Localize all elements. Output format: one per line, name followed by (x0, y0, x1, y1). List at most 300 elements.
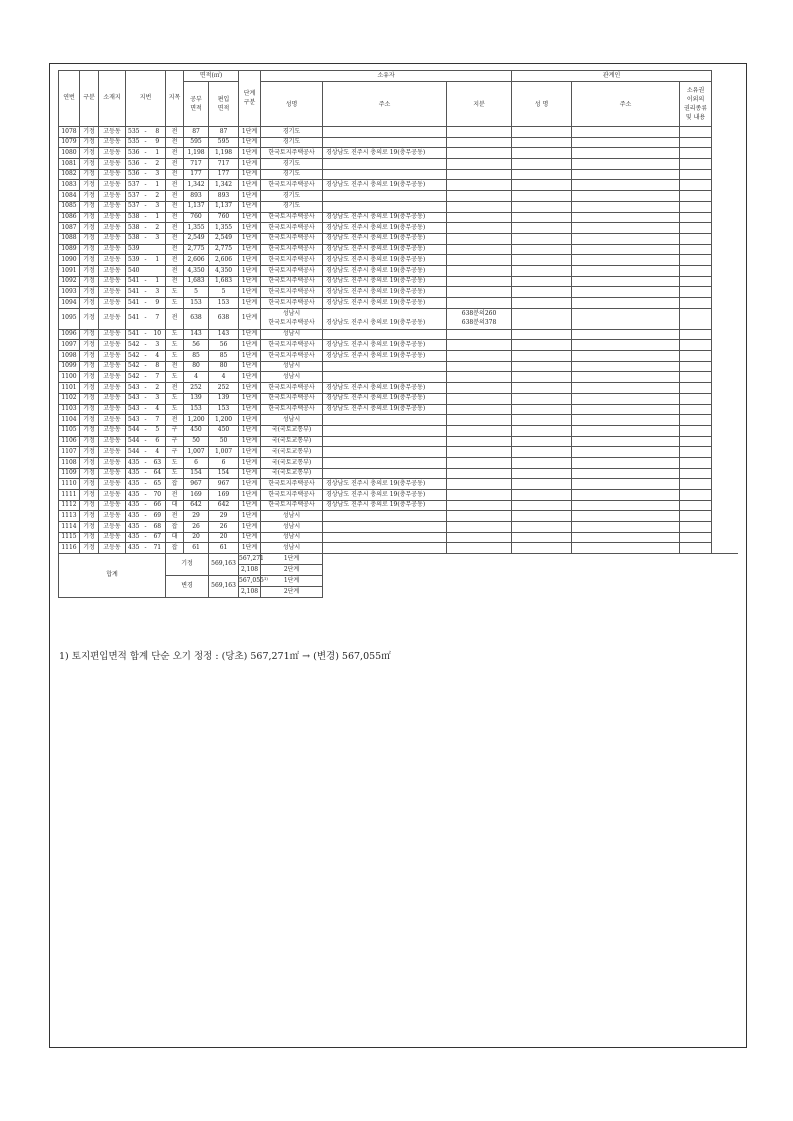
row-gubun: 기정 (80, 191, 99, 202)
row-jibeon-main: 543 (126, 415, 142, 426)
row-area-public: 4 (184, 372, 209, 383)
row-rel-rights (680, 500, 712, 511)
row-rel-rights (680, 244, 712, 255)
row-area-incl: 5 (209, 287, 239, 298)
row-jimok: 전 (166, 265, 184, 276)
table-row (59, 457, 739, 468)
row-area-incl: 1,683 (209, 276, 239, 287)
table-row (59, 479, 739, 490)
row-yeonbeon: 1084 (59, 191, 80, 202)
row-area-incl: 85 (209, 351, 239, 362)
row-rel-addr (572, 233, 680, 244)
table-row (59, 308, 739, 329)
row-owner-name: 경기도 (261, 169, 323, 180)
row-jimok: 전 (166, 244, 184, 255)
row-rel-name (512, 265, 572, 276)
row-jibeon-main: 435 (126, 490, 142, 501)
row-owner-share (447, 180, 512, 191)
row-rel-name (512, 223, 572, 234)
row-jibeon-sub: 7 (150, 308, 166, 329)
totals-after-public: 569,163 (209, 576, 239, 598)
row-stage: 1단계 (239, 532, 261, 543)
row-jibeon-dash: - (142, 308, 150, 329)
row-yeonbeon: 1092 (59, 276, 80, 287)
row-owner-share (447, 287, 512, 298)
row-jibeon-dash: - (142, 340, 150, 351)
row-sojaeji: 고등동 (99, 276, 126, 287)
row-gubun: 기정 (80, 298, 99, 309)
row-yeonbeon: 1111 (59, 490, 80, 501)
row-gubun: 기정 (80, 425, 99, 436)
row-rel-rights (680, 532, 712, 543)
row-area-incl: 1,137 (209, 201, 239, 212)
row-gubun: 기정 (80, 468, 99, 479)
totals-after-incl-1: 567,055$^{1)}$ (239, 576, 261, 587)
row-sojaeji: 고등동 (99, 490, 126, 501)
row-owner-addr (323, 159, 447, 170)
row-yeonbeon: 1097 (59, 340, 80, 351)
row-sojaeji: 고등동 (99, 425, 126, 436)
row-owner-name: 한국토지주택공사 (261, 265, 323, 276)
row-jibeon-sub: 69 (150, 511, 166, 522)
row-owner-addr: 경상남도 진주시 충의로 19(충무공동) (323, 148, 447, 159)
row-area-public: 139 (184, 393, 209, 404)
row-sojaeji: 고등동 (99, 404, 126, 415)
row-rel-rights (680, 180, 712, 191)
row-gubun: 기정 (80, 404, 99, 415)
totals-before-incl-1: 567,271 (239, 554, 261, 565)
row-stage: 1단계 (239, 436, 261, 447)
row-jibeon-dash: - (142, 425, 150, 436)
row-stage: 1단계 (239, 522, 261, 533)
row-gubun: 기정 (80, 308, 99, 329)
row-yeonbeon: 1081 (59, 159, 80, 170)
row-jimok: 도 (166, 329, 184, 340)
row-jibeon-main: 541 (126, 287, 142, 298)
row-yeonbeon: 1107 (59, 447, 80, 458)
row-gubun: 기정 (80, 137, 99, 148)
table-row (59, 137, 739, 148)
row-rel-addr (572, 404, 680, 415)
row-gubun: 기정 (80, 393, 99, 404)
row-yeonbeon: 1085 (59, 201, 80, 212)
row-area-public: 638 (184, 308, 209, 329)
row-rel-name (512, 298, 572, 309)
row-area-incl: 26 (209, 522, 239, 533)
row-rel-rights (680, 212, 712, 223)
row-jibeon-sub: 5 (150, 425, 166, 436)
table-row (59, 500, 739, 511)
row-owner-addr (323, 532, 447, 543)
table-row (59, 159, 739, 170)
table-row (59, 532, 739, 543)
row-rel-rights (680, 329, 712, 340)
row-jibeon-main: 544 (126, 425, 142, 436)
row-yeonbeon: 1113 (59, 511, 80, 522)
row-owner-addr: 경상남도 진주시 충의로 19(충무공동) (323, 479, 447, 490)
row-gubun: 기정 (80, 169, 99, 180)
table-row (59, 543, 739, 554)
row-jibeon-main: 537 (126, 191, 142, 202)
row-owner-name: 한국토지주택공사 (261, 287, 323, 298)
row-sojaeji: 고등동 (99, 372, 126, 383)
row-jibeon-sub: 64 (150, 468, 166, 479)
row-jibeon-main: 535 (126, 137, 142, 148)
row-jibeon-sub: 7 (150, 415, 166, 426)
row-owner-name: 성남시 (261, 415, 323, 426)
row-owner-share (447, 169, 512, 180)
row-jibeon-sub: 63 (150, 457, 166, 468)
row-jimok: 전 (166, 191, 184, 202)
row-rel-rights (680, 276, 712, 287)
row-area-incl: 56 (209, 340, 239, 351)
row-owner-name: 한국토지주택공사 (261, 255, 323, 266)
row-owner-addr (323, 457, 447, 468)
row-stage: 1단계 (239, 212, 261, 223)
row-owner-addr: 경상남도 진주시 충의로 19(충무공동) (323, 393, 447, 404)
row-sojaeji: 고등동 (99, 500, 126, 511)
row-sojaeji: 고등동 (99, 457, 126, 468)
row-sojaeji: 고등동 (99, 543, 126, 554)
row-jibeon-main: 541 (126, 298, 142, 309)
row-area-public: 6 (184, 457, 209, 468)
row-area-incl: 967 (209, 479, 239, 490)
row-jibeon-dash: - (142, 447, 150, 458)
row-area-incl: 717 (209, 159, 239, 170)
row-owner-share (447, 447, 512, 458)
row-stage: 1단계 (239, 383, 261, 394)
row-rel-name (512, 287, 572, 298)
row-owner-name: 한국토지주택공사 (261, 298, 323, 309)
row-jimok: 대 (166, 532, 184, 543)
header-owner-name: 성명 (261, 82, 323, 127)
row-rel-name (512, 447, 572, 458)
row-owner-share (447, 500, 512, 511)
row-area-public: 5 (184, 287, 209, 298)
row-jimok: 전 (166, 180, 184, 191)
row-area-public: 87 (184, 127, 209, 138)
row-jibeon-main: 535 (126, 127, 142, 138)
row-sojaeji: 고등동 (99, 212, 126, 223)
row-yeonbeon: 1090 (59, 255, 80, 266)
row-stage: 1단계 (239, 298, 261, 309)
row-jibeon-sub: 7 (150, 372, 166, 383)
row-rel-name (512, 532, 572, 543)
row-rel-rights (680, 137, 712, 148)
row-stage: 1단계 (239, 490, 261, 501)
row-sojaeji: 고등동 (99, 180, 126, 191)
row-area-public: 760 (184, 212, 209, 223)
row-yeonbeon: 1082 (59, 169, 80, 180)
row-gubun: 기정 (80, 212, 99, 223)
row-jimok: 잡 (166, 522, 184, 533)
row-jibeon-main: 536 (126, 169, 142, 180)
row-rel-rights (680, 404, 712, 415)
row-rel-name (512, 543, 572, 554)
row-rel-addr (572, 532, 680, 543)
row-owner-name: 성남시 (261, 543, 323, 554)
row-jibeon-dash: - (142, 329, 150, 340)
row-sojaeji: 고등동 (99, 436, 126, 447)
row-yeonbeon: 1088 (59, 233, 80, 244)
row-sojaeji: 고등동 (99, 201, 126, 212)
row-rel-name (512, 500, 572, 511)
row-rel-addr (572, 361, 680, 372)
row-stage: 1단계 (239, 159, 261, 170)
row-gubun: 기정 (80, 500, 99, 511)
row-jibeon-sub: 70 (150, 490, 166, 501)
row-yeonbeon: 1099 (59, 361, 80, 372)
row-rel-rights (680, 425, 712, 436)
row-area-public: 50 (184, 436, 209, 447)
table-row (59, 148, 739, 159)
row-owner-addr: 경상남도 진주시 충의로 19(충무공동) (323, 383, 447, 394)
row-sojaeji: 고등동 (99, 532, 126, 543)
row-jibeon-sub: 3 (150, 287, 166, 298)
row-yeonbeon: 1114 (59, 522, 80, 533)
totals-before-incl-2: 2,108 (239, 565, 261, 576)
row-rel-addr (572, 511, 680, 522)
row-jibeon-main: 435 (126, 500, 142, 511)
row-jibeon-main: 435 (126, 457, 142, 468)
row-gubun: 기정 (80, 223, 99, 234)
row-stage: 1단계 (239, 329, 261, 340)
row-rel-addr (572, 415, 680, 426)
row-rel-name (512, 137, 572, 148)
row-rel-name (512, 393, 572, 404)
row-area-incl: 61 (209, 543, 239, 554)
row-area-incl: 1,007 (209, 447, 239, 458)
row-rel-name (512, 372, 572, 383)
row-yeonbeon: 1104 (59, 415, 80, 426)
row-stage: 1단계 (239, 287, 261, 298)
row-rel-addr (572, 276, 680, 287)
row-jimok: 도 (166, 372, 184, 383)
row-area-public: 1,342 (184, 180, 209, 191)
row-sojaeji: 고등동 (99, 393, 126, 404)
row-area-public: 4,350 (184, 265, 209, 276)
row-area-public: 20 (184, 532, 209, 543)
row-sojaeji: 고등동 (99, 447, 126, 458)
row-sojaeji: 고등동 (99, 223, 126, 234)
row-jibeon-sub: 2 (150, 191, 166, 202)
row-jimok: 구 (166, 447, 184, 458)
row-rel-rights (680, 361, 712, 372)
table-row (59, 212, 739, 223)
row-rel-addr (572, 255, 680, 266)
table-row (59, 447, 739, 458)
row-rel-rights (680, 447, 712, 458)
row-owner-share (447, 137, 512, 148)
row-rel-rights (680, 127, 712, 138)
row-owner-share (447, 457, 512, 468)
row-rel-addr (572, 169, 680, 180)
row-owner-share (447, 383, 512, 394)
row-rel-addr (572, 436, 680, 447)
row-jibeon-main: 536 (126, 148, 142, 159)
row-stage: 1단계 (239, 372, 261, 383)
row-owner-name: 한국토지주택공사 (261, 404, 323, 415)
row-owner-share (447, 329, 512, 340)
table-row (59, 511, 739, 522)
row-rel-addr (572, 127, 680, 138)
row-rel-addr (572, 159, 680, 170)
totals-after-stage-2: 2단계 (261, 587, 323, 598)
row-owner-name: 한국토지주택공사 (261, 212, 323, 223)
row-rel-rights (680, 383, 712, 394)
table-row (59, 201, 739, 212)
row-rel-rights (680, 191, 712, 202)
row-rel-name (512, 479, 572, 490)
row-jimok: 전 (166, 233, 184, 244)
row-sojaeji: 고등동 (99, 329, 126, 340)
row-owner-addr: 경상남도 진주시 충의로 19(충무공동) (323, 308, 447, 329)
row-rel-addr (572, 180, 680, 191)
row-jimok: 전 (166, 255, 184, 266)
row-owner-share (447, 522, 512, 533)
row-rel-rights (680, 468, 712, 479)
row-jimok: 전 (166, 490, 184, 501)
row-sojaeji: 고등동 (99, 233, 126, 244)
row-gubun: 기정 (80, 511, 99, 522)
row-jibeon-dash: - (142, 276, 150, 287)
table-row (59, 298, 739, 309)
row-owner-name: 성남시 한국토지주택공사 (261, 308, 323, 329)
table-row (59, 265, 739, 276)
row-jimok: 대 (166, 500, 184, 511)
land-table-body (59, 127, 739, 554)
row-owner-addr (323, 511, 447, 522)
row-area-public: 2,775 (184, 244, 209, 255)
row-area-incl: 2,549 (209, 233, 239, 244)
row-sojaeji: 고등동 (99, 287, 126, 298)
row-rel-name (512, 244, 572, 255)
row-owner-name: 성남시 (261, 361, 323, 372)
row-area-public: 717 (184, 159, 209, 170)
row-rel-name (512, 276, 572, 287)
row-owner-share (447, 372, 512, 383)
row-jibeon-dash: - (142, 191, 150, 202)
row-gubun: 기정 (80, 127, 99, 138)
row-jibeon-main: 541 (126, 276, 142, 287)
row-owner-share (447, 415, 512, 426)
row-area-incl: 4,350 (209, 265, 239, 276)
row-jibeon-main: 435 (126, 543, 142, 554)
header-sojaeji: 소재지 (99, 71, 126, 127)
row-owner-share (447, 223, 512, 234)
row-owner-addr: 경상남도 진주시 충의로 19(충무공동) (323, 223, 447, 234)
row-jibeon-sub: 1 (150, 255, 166, 266)
row-rel-name (512, 233, 572, 244)
row-owner-addr (323, 447, 447, 458)
row-stage: 1단계 (239, 191, 261, 202)
row-jibeon-sub: 67 (150, 532, 166, 543)
row-owner-addr: 경상남도 진주시 충의로 19(충무공동) (323, 255, 447, 266)
row-area-public: 450 (184, 425, 209, 436)
row-owner-addr (323, 191, 447, 202)
row-jimok: 전 (166, 223, 184, 234)
row-jibeon-dash: - (142, 298, 150, 309)
row-gubun: 기정 (80, 383, 99, 394)
row-gubun: 기정 (80, 148, 99, 159)
table-row (59, 244, 739, 255)
table-row (59, 127, 739, 138)
row-owner-addr (323, 137, 447, 148)
row-area-incl: 153 (209, 298, 239, 309)
row-rel-name (512, 511, 572, 522)
header-rel-name: 성 명 (512, 82, 572, 127)
row-sojaeji: 고등동 (99, 137, 126, 148)
row-jibeon-main: 435 (126, 479, 142, 490)
row-area-public: 595 (184, 137, 209, 148)
row-owner-addr: 경상남도 진주시 충의로 19(충무공동) (323, 233, 447, 244)
row-jibeon-dash: - (142, 383, 150, 394)
row-sojaeji: 고등동 (99, 255, 126, 266)
row-jibeon-main: 542 (126, 340, 142, 351)
table-row (59, 351, 739, 362)
row-area-incl: 6 (209, 457, 239, 468)
row-area-public: 1,355 (184, 223, 209, 234)
row-jibeon-dash: - (142, 201, 150, 212)
table-row (59, 169, 739, 180)
row-owner-share (447, 159, 512, 170)
row-rel-name (512, 329, 572, 340)
table-row (59, 436, 739, 447)
row-gubun: 기정 (80, 436, 99, 447)
row-gubun: 기정 (80, 201, 99, 212)
row-gubun: 기정 (80, 447, 99, 458)
row-owner-name: 경기도 (261, 191, 323, 202)
row-yeonbeon: 1105 (59, 425, 80, 436)
row-jibeon-sub: 65 (150, 479, 166, 490)
row-sojaeji: 고등동 (99, 159, 126, 170)
row-rel-name (512, 340, 572, 351)
row-jibeon-sub: 3 (150, 233, 166, 244)
row-jibeon-sub: 71 (150, 543, 166, 554)
row-area-incl: 1,355 (209, 223, 239, 234)
row-area-public: 143 (184, 329, 209, 340)
totals-after-label: 변경 (166, 576, 209, 598)
row-gubun: 기정 (80, 265, 99, 276)
row-gubun: 기정 (80, 532, 99, 543)
row-gubun: 기정 (80, 457, 99, 468)
row-owner-name: 한국토지주택공사 (261, 180, 323, 191)
row-jibeon-dash: - (142, 169, 150, 180)
row-jibeon-main: 541 (126, 308, 142, 329)
row-rel-addr (572, 287, 680, 298)
row-jimok: 전 (166, 511, 184, 522)
row-owner-addr: 경상남도 진주시 충의로 19(충무공동) (323, 404, 447, 415)
row-rel-rights (680, 298, 712, 309)
row-jibeon-dash: - (142, 468, 150, 479)
row-gubun: 기정 (80, 522, 99, 533)
row-gubun: 기정 (80, 287, 99, 298)
row-rel-name (512, 490, 572, 501)
row-rel-rights (680, 457, 712, 468)
row-rel-name (512, 255, 572, 266)
row-gubun: 기정 (80, 180, 99, 191)
row-jibeon-main: 540 (126, 265, 142, 276)
row-jibeon-sub: 1 (150, 148, 166, 159)
row-jibeon-dash: - (142, 532, 150, 543)
row-owner-share (447, 233, 512, 244)
row-jibeon-dash: - (142, 372, 150, 383)
row-area-public: 80 (184, 361, 209, 372)
row-area-public: 154 (184, 468, 209, 479)
row-jibeon-sub: 1 (150, 212, 166, 223)
row-owner-share (447, 265, 512, 276)
row-stage: 1단계 (239, 543, 261, 554)
